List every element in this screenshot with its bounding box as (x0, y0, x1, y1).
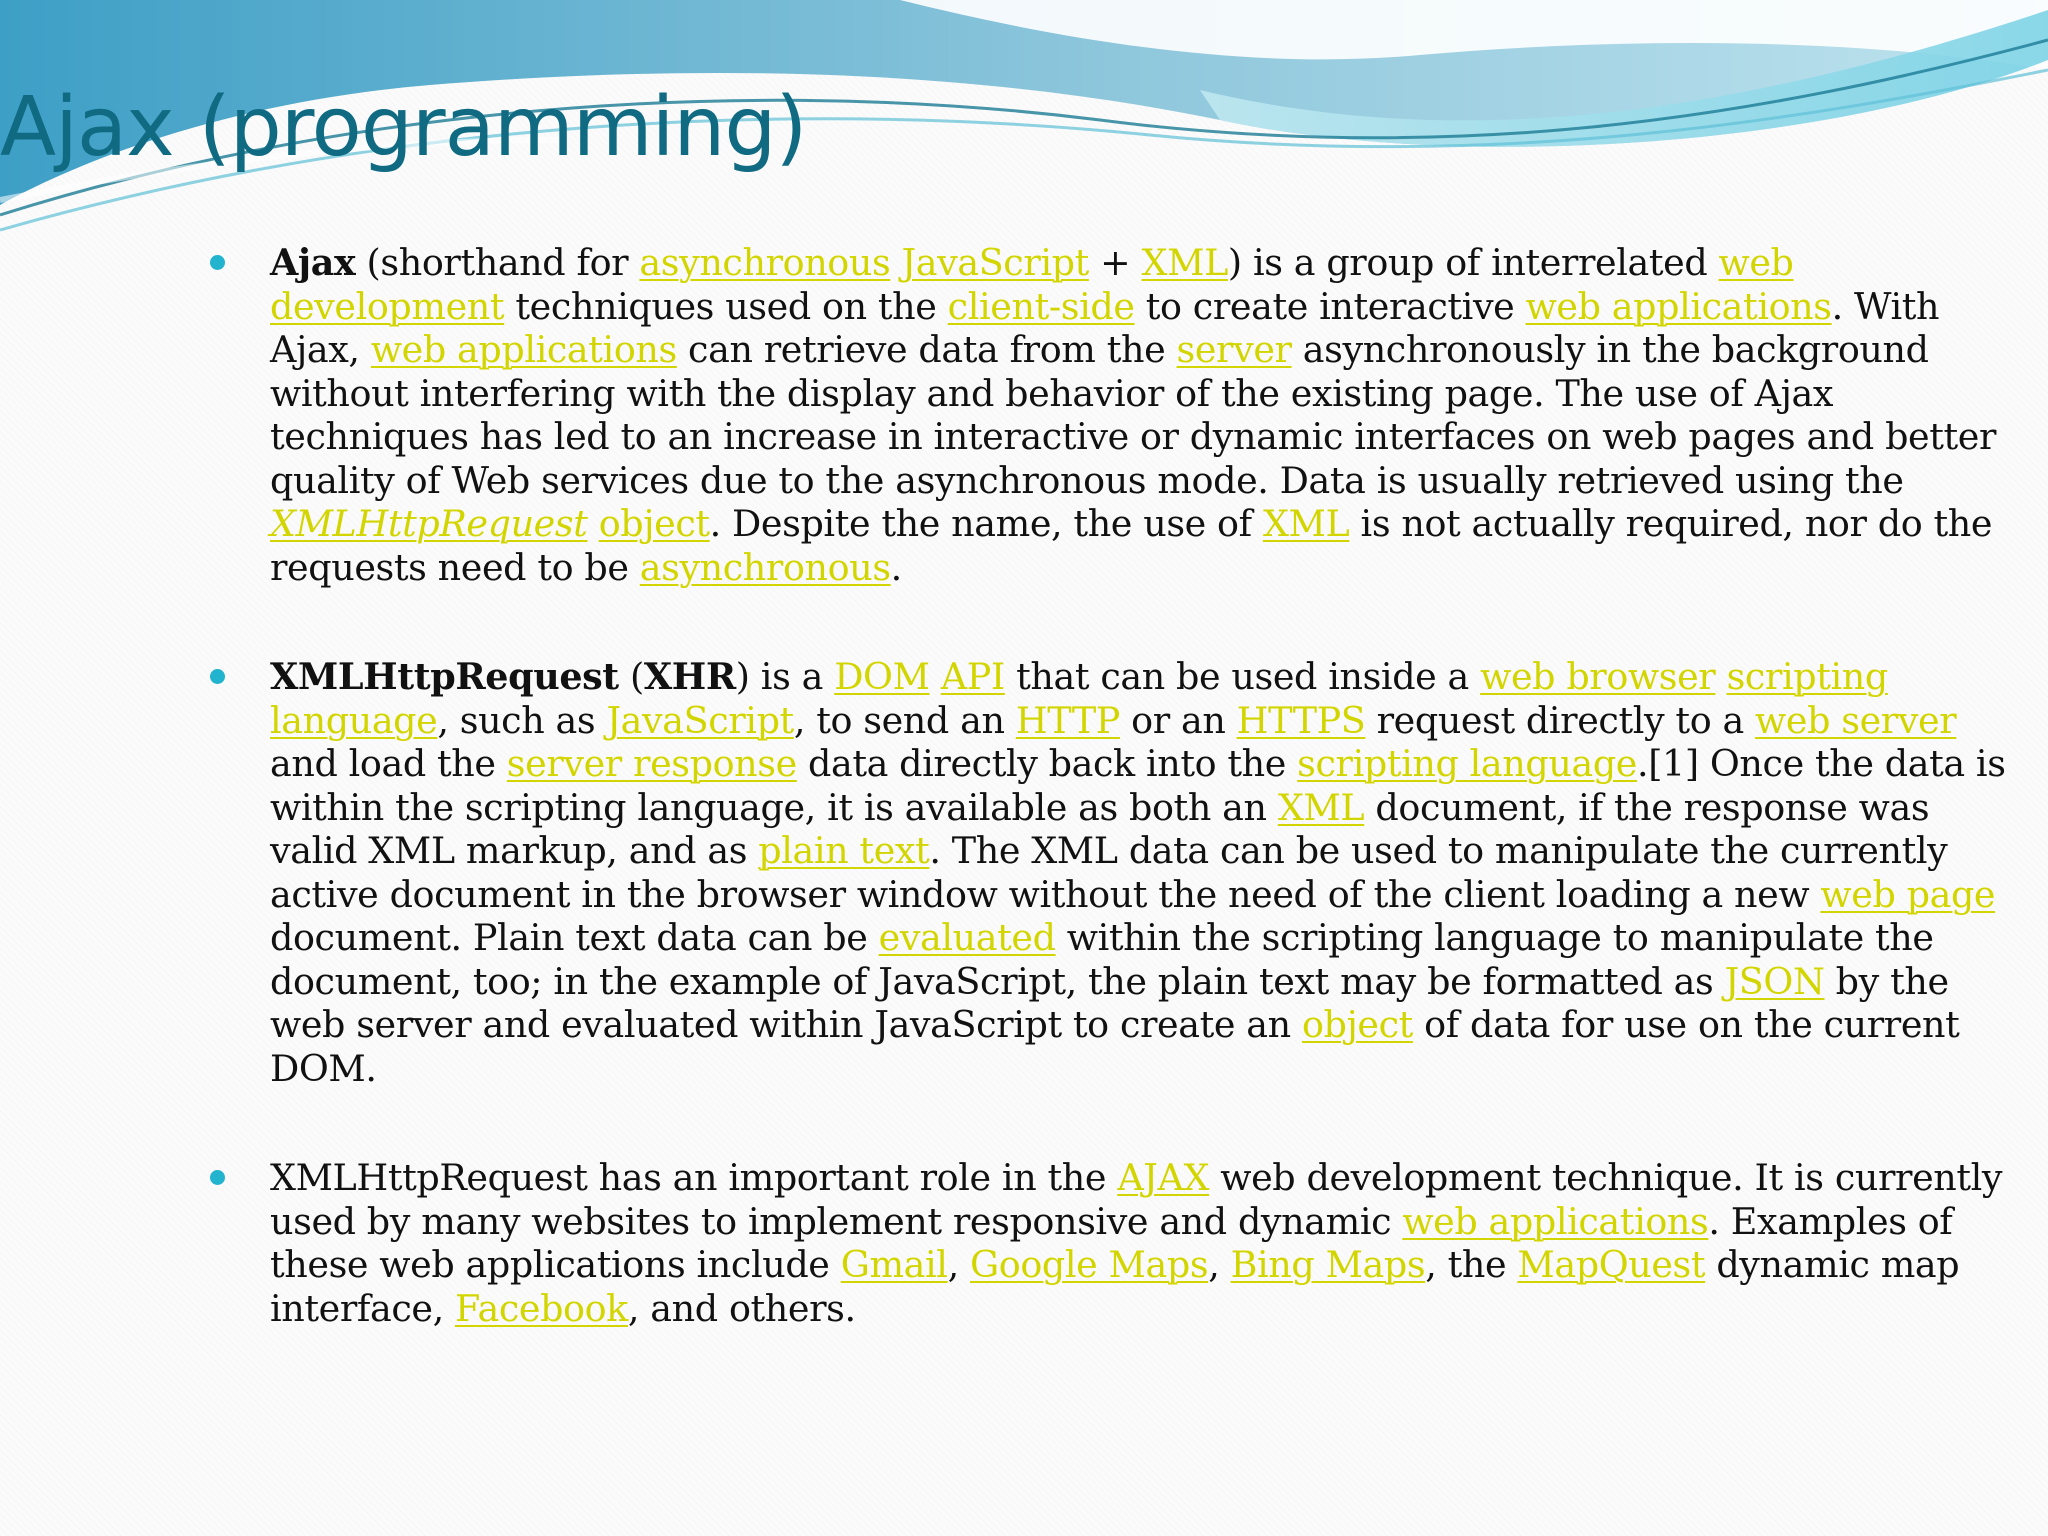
text-segment: , (947, 1243, 970, 1286)
text-segment: XMLHttpRequest (270, 655, 619, 698)
bullet-dot-icon (210, 255, 225, 270)
text-segment (930, 655, 941, 698)
text-segment: . Despite the name, the use of (709, 502, 1263, 545)
text-segment: and load the (270, 742, 507, 785)
text-segment (1715, 655, 1726, 698)
hyperlink-xmlhttprequest[interactable]: XMLHttpRequest (270, 502, 588, 545)
hyperlink-xml[interactable]: XML (1141, 241, 1228, 284)
text-segment: , and others. (627, 1286, 856, 1330)
hyperlink-object[interactable]: object (598, 502, 710, 545)
text-segment: can retrieve data from the (676, 328, 1177, 371)
hyperlink-ajax[interactable]: AJAX (1117, 1156, 1210, 1199)
hyperlink-web-applications[interactable]: web applications (370, 328, 677, 371)
hyperlink-facebook[interactable]: Facebook (455, 1286, 628, 1330)
hyperlink-http[interactable]: HTTP (1015, 698, 1120, 742)
text-segment: XMLHttpRequest has an important role in the (270, 1156, 1118, 1199)
bullet-ajax-definition (205, 241, 2015, 589)
hyperlink-server-response[interactable]: server response (506, 742, 797, 785)
bullet-xhr-definition (205, 655, 2015, 1090)
text-segment: ( (618, 655, 644, 698)
hyperlink-scripting-language[interactable]: scripting language (270, 655, 1888, 742)
hyperlink-api[interactable]: API (940, 655, 1005, 698)
text-segment: . With Ajax, (270, 284, 1940, 371)
hyperlink-javascript[interactable]: JavaScript (606, 698, 794, 742)
text-segment: Ajax (270, 241, 356, 284)
hyperlink-web-development[interactable]: web development (270, 241, 1794, 328)
text-segment: techniques used on the (504, 284, 948, 328)
text-segment: ) is a (735, 655, 835, 698)
hyperlink-xml[interactable]: XML (1262, 502, 1350, 545)
hyperlink-dom[interactable]: DOM (834, 655, 930, 698)
text-segment: is not actually required, nor do the requests need to be (270, 502, 1993, 589)
text-segment: within the scripting language to manipulate the document, too; in the example of JavaScript, the plain text may be formatted as (270, 916, 1934, 1003)
hyperlink-google-maps[interactable]: Google Maps (970, 1243, 1209, 1286)
text-segment (890, 241, 901, 284)
text-segment: (shorthand for (355, 241, 640, 284)
hyperlink-web-applications[interactable]: web applications (1525, 284, 1832, 328)
text-segment: , to send an (793, 698, 1016, 742)
text-segment: , (1208, 1243, 1231, 1286)
bullet-text (270, 1156, 2002, 1330)
hyperlink-gmail[interactable]: Gmail (840, 1243, 948, 1286)
text-segment: .[1] Once the data is within the scripting language, it is available as both an (270, 742, 2006, 829)
hyperlink-evaluated[interactable]: evaluated (878, 916, 1056, 959)
hyperlink-xml[interactable]: XML (1277, 785, 1365, 829)
text-segment: document, if the response was valid XML markup, and as (270, 785, 1930, 872)
hyperlink-mapquest[interactable]: MapQuest (1517, 1243, 1706, 1286)
text-segment: ) is a group of interrelated (1227, 241, 1719, 284)
text-segment: . Examples of these web applications include (270, 1199, 1953, 1286)
text-segment: by the web server and evaluated within JavaScript to create an (270, 959, 1949, 1046)
text-segment: , the (1425, 1243, 1518, 1286)
text-segment: dynamic map interface, (270, 1243, 1960, 1330)
text-segment: document. Plain text data can be (270, 916, 879, 959)
text-segment: of data for use on the current DOM. (270, 1003, 1960, 1090)
text-segment: request directly to a (1365, 698, 1756, 742)
hyperlink-plain-text[interactable]: plain text (758, 829, 930, 872)
text-segment: data directly back into the (796, 742, 1298, 785)
hyperlink-javascript[interactable]: JavaScript (901, 241, 1089, 284)
hyperlink-https[interactable]: HTTPS (1236, 698, 1366, 742)
slide-title: Ajax (programming) (0, 80, 807, 175)
hyperlink-web-browser[interactable]: web browser (1480, 655, 1716, 698)
bullet-xhr-usage (205, 1156, 2015, 1330)
text-segment: . (890, 545, 902, 589)
text-segment: or an (1119, 698, 1237, 742)
hyperlink-bing-maps[interactable]: Bing Maps (1230, 1243, 1426, 1286)
text-segment: that can be used inside a (1004, 655, 1481, 698)
text-segment: XHR (643, 655, 736, 698)
text-segment: . The XML data can be used to manipulate the currently active document in the browser window without the need of the client loading a new (270, 829, 1948, 916)
hyperlink-web-server[interactable]: web server (1755, 698, 1957, 742)
bullet-text (270, 241, 1996, 589)
bullet-dot-icon (210, 1170, 225, 1185)
text-segment: to create interactive (1134, 284, 1526, 328)
text-segment: + (1088, 241, 1142, 284)
text-segment: web development technique. It is currently used by many websites to implement responsive and dynamic (270, 1156, 2003, 1243)
hyperlink-scripting-language[interactable]: scripting language (1297, 742, 1637, 785)
hyperlink-object[interactable]: object (1301, 1003, 1413, 1046)
hyperlink-client-side[interactable]: client-side (947, 284, 1135, 328)
bullet-list (205, 241, 2015, 1330)
hyperlink-asynchronous[interactable]: asynchronous (639, 241, 891, 284)
hyperlink-json[interactable]: JSON (1724, 959, 1825, 1003)
hyperlink-web-applications[interactable]: web applications (1402, 1199, 1709, 1243)
text-segment: asynchronously in the background without interfering with the display and behavior of the existing page. The use of Ajax techniques has led to an increase in interactive or dynamic interfaces on web pages and better quality of Web services due to the asynchronous mode. Data is usually retrieved using the (270, 328, 1997, 502)
hyperlink-web-page[interactable]: web page (1820, 872, 1996, 916)
hyperlink-server[interactable]: server (1176, 328, 1292, 371)
text-segment: , such as (437, 698, 607, 742)
bullet-dot-icon (210, 669, 225, 684)
hyperlink-asynchronous[interactable]: asynchronous (639, 545, 891, 589)
text-segment (587, 502, 598, 545)
bullet-text (270, 655, 2006, 1090)
